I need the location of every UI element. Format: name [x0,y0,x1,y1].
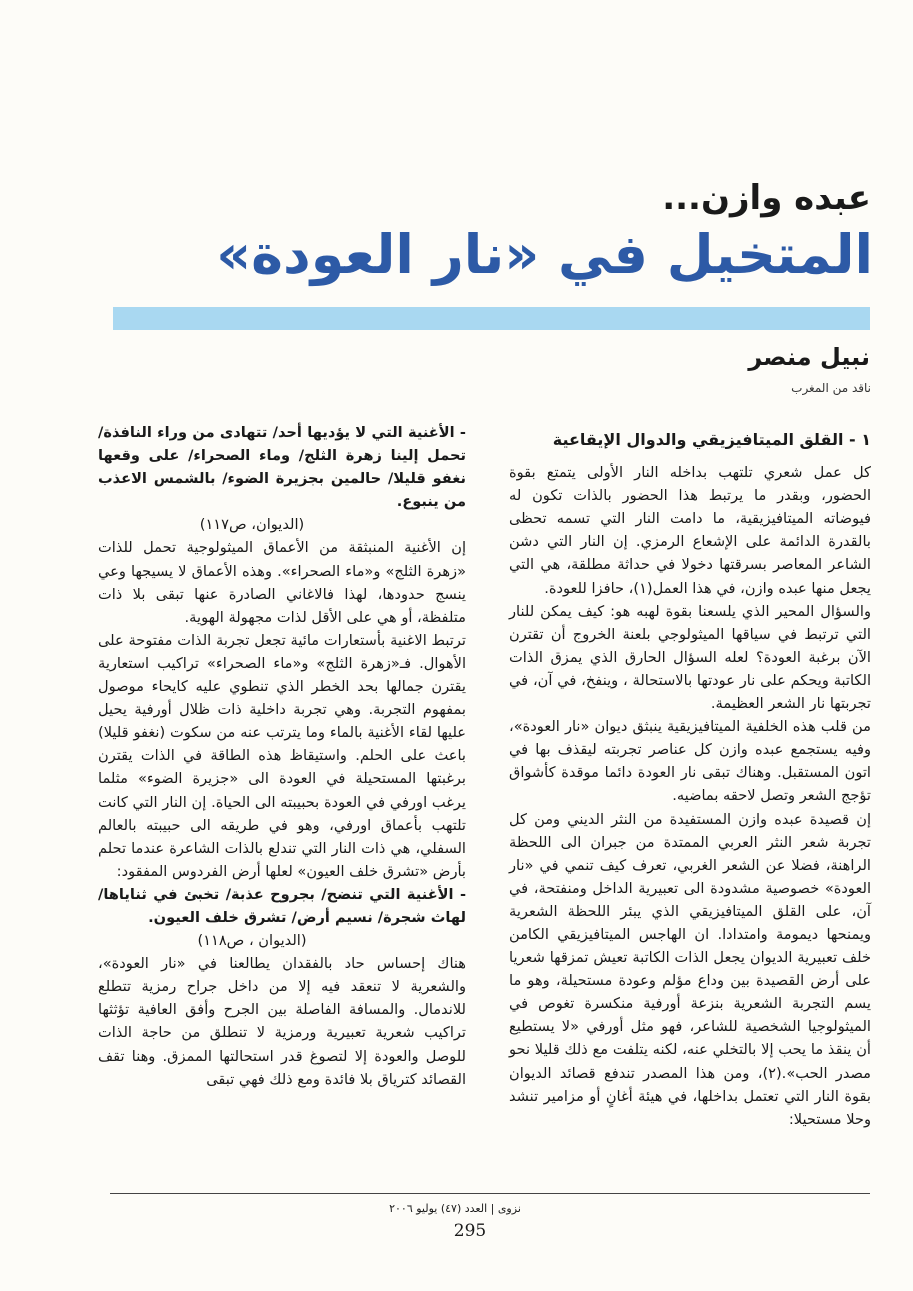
left-column [98,421,466,1091]
author-name: نبيل منصر [748,343,870,371]
section-heading: ١ - القلق الميتافيزيقي والدوال الإيقاعية [552,430,871,449]
paragraph: كل عمل شعري تلتهب بداخله النار الأولى يتمتع بقوة الحضور، وبقدر ما يرتبط هذا الحضور بالذات تكون له فيوضاته الميتافيزيقية، ما دامت النار التي تسمه تحظى بالقدرة الدائمة على الإشعاع الرمزي. إن النار التي دشن الشاعر المعاصر بسرقتها دخولا في حداثة مطلقة، هي التي يجعل منها عبده وازن، في هذا العمل(١)، حافزا للعودة. [509,464,871,597]
page-number: 295 [453,1221,487,1241]
author-role: ناقد من المغرب [791,381,871,395]
paragraph: إن قصيدة عبده وازن المستفيدة من النثر الديني ومن كل تجربة شعر النثر العربي الممتدة من جبران الى اللحظة الراهنة، فضلا عن الشعر الغربي، تعرف كيف تنمي في «نار العودة» خصوصية مشدودة الى تعبيرية الداخل ومنفتحة، في آن، على القلق الميتافيزيقي الذي يبئر اللحظة الشعرية ويمنحها ديمومة وامتدادا. ان الهاجس الميتافيزيقي الكامن خلف تعبيرية الديوان يجعل الذات الكاتبة تعيش تمزقها شعريا على أرض القصيدة بين وداع مؤلم وعودة مستحيلة، وهو ما يسم التجربة الشعرية بنزعة أورفية منكسرة تغوص في الميثولوجيا الشخصية للشاعر، فهو مثل أورفي «لا يستطيع أن ينقذ ما يحب إلا بالتخلي عنه، لكنه يتلفت مع ذلك قليلا نحو مصدر الحب».(٢)، ومن هذا المصدر تندفع قصائد الديوان بقوة النار التي تعتمل بداخلها، في هيئة أغانٍ أو مزامير تنشد وحلا مستحيلا: [509,810,871,1128]
citation: (الديوان ، ص١١٨) [197,932,307,950]
paragraph: هناك إحساس حاد بالفقدان يطالعنا في «نار العودة»، والشعرية لا تنعقد فيه إلا من داخل جراح رمزية تتطلع للاندمال. والمسافة الفاصلة بين الجرح وأفق العافية تؤثثها تراكيب شعرية تعبيرية ورمزية لا تنطلق من حاجة الذات للوصل والعودة إلا لتصوغ قدر استحالتها الممزق. وهنا تقف القصائد كترياق بلا فائدة ومع ذلك فهي تبقى [98,955,466,1088]
right-column [509,428,871,1131]
article-title: المتخيل في «نار العودة» [216,223,873,286]
poem-quote: - الأغنية التي لا يؤديها أحد/ تتهادى من وراء النافذة/ تحمل إلينا زهرة الثلج/ وماء الصحراء/ على وقعها نغفو قليلا/ حالمين بجزيرة الضوء/ بالشمس الاعذب من ينبوع. [98,424,466,511]
poem-quote: - الأغنية التي تنضح/ بجروح عذبة/ تخبئ في ثناياها/ لهاث شجرة/ نسيم أرض/ تشرق خلف العيون. [98,885,466,926]
citation: (الديوان، ص١١٧) [199,516,305,534]
decorative-band [113,307,870,330]
paragraph: والسؤال المحير الذي يلسعنا بقوة لهبه هو: كيف يمكن للنار التي ترتبط في سياقها الميثولوجي بلعنة الخروج أن تقترن الآن برغبة العودة؟ لعله السؤال الحارق الذي يمزق الذات الكاتبة ويحكم على نار عودتها بالاستحالة ، وينفخ، في آن، في تجربتها نار الشعر العظيمة. [509,602,871,713]
paragraph: إن الأغنية المنبثقة من الأعماق الميثولوجية تحمل للذات «زهرة الثلج» و«ماء الصحراء». وهذه الأعماق لا يسيجها وعي ينسج حدودها، لهذا فالاغاني الصادرة عنها تبقى بلا ذات متلفظة، أو هي على الأقل لذات مجهولة الهوية. [98,539,466,626]
article-kicker: عبده وازن... [662,178,871,218]
paragraph: ترتبط الاغنية بأستعارات مائية تجعل تجربة الذات مفتوحة على الأهوال. فـ«زهرة الثلج» و«ماء الصحراء» تراكيب استعارية يقترن جمالها بحد الخطر الذي تنطوي عليه كايحاء موصول بمفهوم التجربة. وهي تجربة داخلية ذات ظلال أورفية يحيل عليها لقاء الأغنية بالماء وما يترتب عنه من سكوت (نغفو قليلا) باعث على الحلم. واستيقاظ هذه الطاقة في الذات يقترن برغبتها المستحيلة في العودة الى «جزيرة الضوء» مثلما يرغب اورفي في العودة بحبيبته الى الحياة. إن النار التي كانت تلتهب بأعماق اورفي، وهو في طريقه الى حبيبته بالعالم السفلي، هي ذات النار التي تندلع بالذات الشاعرة عندما تحلم بأرض «تشرق خلف العيون» لعلها أرض الفردوس المفقود: [98,631,466,880]
paragraph: من قلب هذه الخلفية الميتافيزيقية ينبثق ديوان «نار العودة»، وفيه يستجمع عبده وازن كل عناصر تجربته ليقذف بها في اتون المستقبل. وهناك تبقى نار العودة دائما موقدة كأشواق تؤجج الشعر وتصل لاحقه بماضيه. [509,718,871,805]
footer-rule [110,1193,870,1194]
footer-issue: نزوى | العدد (٤٧) يوليو ٢٠٠٦ [389,1202,521,1215]
